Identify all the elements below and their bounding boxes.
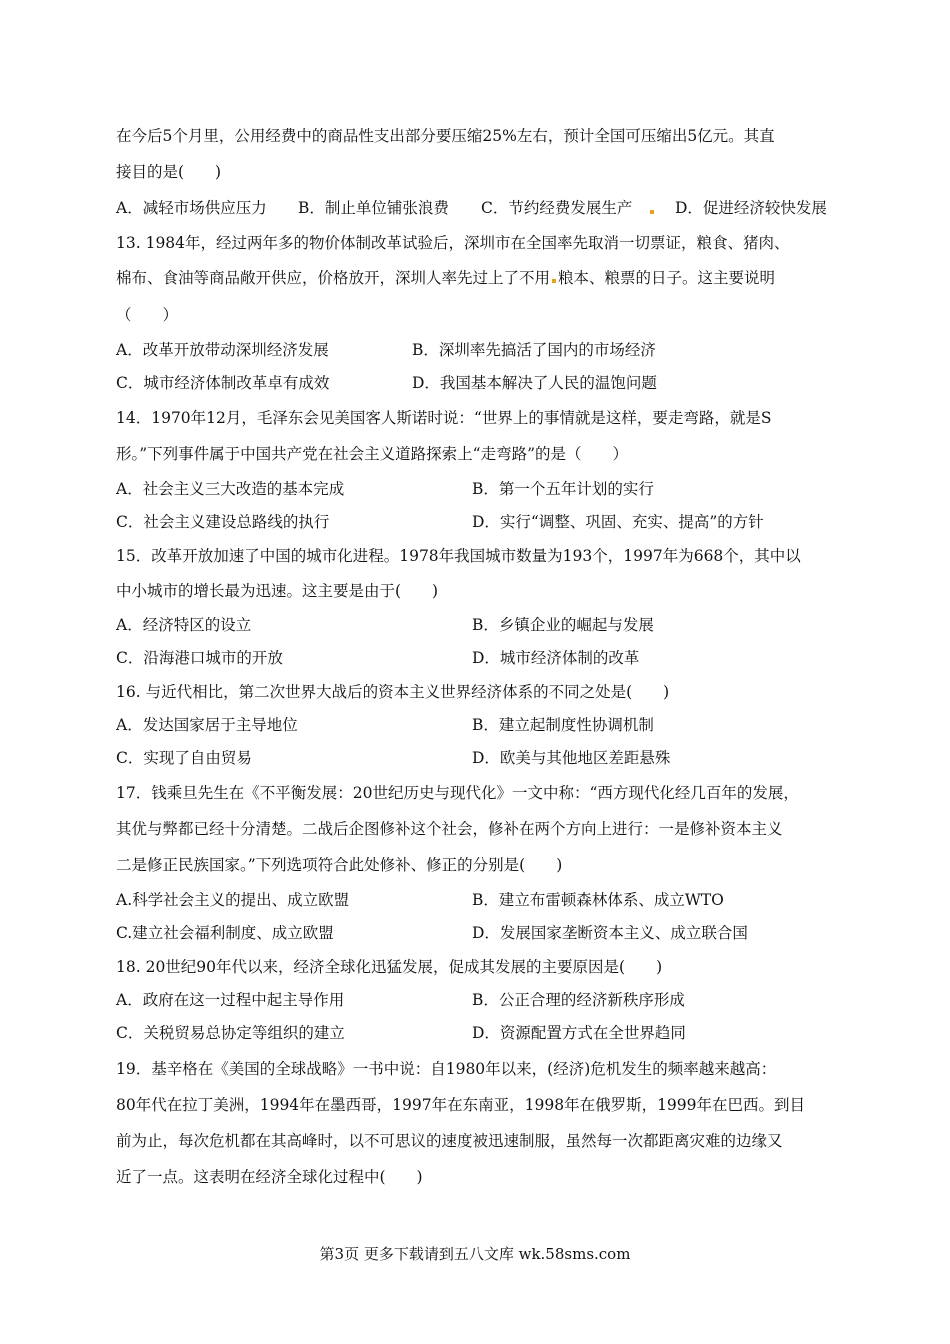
option-d: D．促进经济较快发展 (675, 199, 827, 217)
question-13: 13. 1984年，经过两年多的物价体制改革试验后，深圳市在全国率先取消一切票证，粮食、猪肉、 (116, 234, 790, 252)
mark-dot (552, 279, 556, 283)
option-b: B．建立布雷顿森林体系、成立WTO (472, 891, 724, 909)
option-a: A．改革开放带动深圳经济发展 (116, 341, 329, 359)
question-text: 接目的是( ) (116, 163, 222, 181)
option-a: A．发达国家居于主导地位 (116, 716, 298, 734)
question-text: 其优与弊都已经十分清楚。二战后企图修补这个社会，修补在两个方向上进行：一是修补资本主义 (116, 820, 783, 838)
question-text: 近了一点。这表明在经济全球化过程中( ) (116, 1168, 423, 1186)
option-c: C．社会主义建设总路线的执行 (116, 513, 330, 531)
option-b: B．制止单位铺张浪费 (298, 199, 449, 217)
option-a: A．经济特区的设立 (116, 616, 252, 634)
question-text: 二是修正民族国家。”下列选项符合此处修补、修正的分别是( ) (116, 856, 563, 874)
option-d: D．资源配置方式在全世界趋同 (472, 1024, 686, 1042)
question-text-part: 粮本、粮票的日子。这主要说明 (558, 269, 776, 287)
option-c: C．关税贸易总协定等组织的建立 (116, 1024, 345, 1042)
option-c: C．沿海港口城市的开放 (116, 649, 283, 667)
option-b: B．公正合理的经济新秩序形成 (472, 991, 685, 1009)
question-text: 形。”下列事件属于中国共产党在社会主义道路探索上“走弯路”的是（ ） (116, 445, 629, 463)
question-bracket: （ ） (116, 306, 179, 324)
option-b: B．乡镇企业的崛起与发展 (472, 616, 654, 634)
question-text-part: 棉布、食油等商品敞开供应，价格放开，深圳人率先过上了不用 (116, 269, 551, 287)
option-c: C．节约经费发展生产 (481, 199, 633, 217)
mark-dot (650, 210, 654, 214)
question-19: 19．基辛格在《美国的全球战略》一书中说：自1980年以来，(经济)危机发生的频率越来越高： (116, 1060, 777, 1078)
option-a: A．社会主义三大改造的基本完成 (116, 480, 345, 498)
option-a: A．减轻市场供应压力 (116, 199, 267, 217)
option-d: D．实行“调整、巩固、充实、提高”的方针 (472, 513, 764, 531)
option-d: D．欧美与其他地区差距悬殊 (472, 749, 671, 767)
question-text: 80年代在拉丁美洲，1994年在墨西哥，1997年在东南亚，1998年在俄罗斯，1999年在巴西。到目 (116, 1096, 806, 1114)
option-d: D．城市经济体制的改革 (472, 649, 640, 667)
question-text: 在今后5个月里，公用经费中的商品性支出部分要压缩25%左右，预计全国可压缩出5亿元。其直 (116, 127, 775, 145)
question-18: 18. 20世纪90年代以来，经济全球化迅猛发展，促成其发展的主要原因是( ) (116, 958, 663, 976)
option-a: A.科学社会主义的提出、成立欧盟 (116, 891, 350, 909)
option-d: D．发展国家垄断资本主义、成立联合国 (472, 924, 748, 942)
option-d: D．我国基本解决了人民的温饱问题 (412, 374, 657, 392)
question-14: 14．1970年12月，毛泽东会见美国客人斯诺时说：“世界上的事情就是这样，要走弯路，就是S (116, 409, 772, 427)
question-text: 中小城市的增长最为迅速。这主要是由于( ) (116, 582, 439, 600)
question-text: 前为止，每次危机都在其高峰时，以不可思议的速度被迅速制服，虽然每一次都距离灾难的边缘又 (116, 1132, 783, 1150)
option-c: C．实现了自由贸易 (116, 749, 252, 767)
question-15: 15．改革开放加速了中国的城市化进程。1978年我国城市数量为193个，1997年为668个，其中以 (116, 547, 801, 565)
option-b: B．第一个五年计划的实行 (472, 480, 654, 498)
option-b: B．建立起制度性协调机制 (472, 716, 654, 734)
question-16: 16. 与近代相比，第二次世界大战后的资本主义世界经济体系的不同之处是( ) (116, 683, 670, 701)
question-text (116, 268, 775, 288)
question-17: 17．钱乘旦先生在《不平衡发展：20世纪历史与现代化》一文中称：“西方现代化经几百年的发展， (116, 784, 799, 802)
option-a: A．政府在这一过程中起主导作用 (116, 991, 345, 1009)
page-footer: 第3页 更多下载请到五八文库 wk.58sms.com (319, 1245, 631, 1263)
option-c: C.建立社会福利制度、成立欧盟 (116, 924, 334, 942)
option-b: B．深圳率先搞活了国内的市场经济 (412, 341, 656, 359)
option-c: C．城市经济体制改革卓有成效 (116, 374, 330, 392)
